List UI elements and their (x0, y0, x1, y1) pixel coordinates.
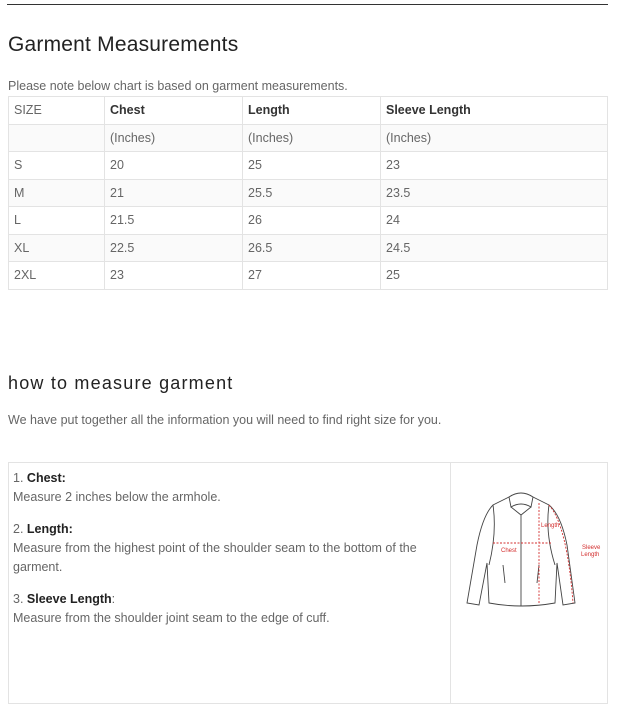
instruction-label: Length: (26, 522, 73, 536)
header-length: Length (243, 97, 381, 125)
chart-note: Please note below chart is based on garment measurements. (8, 79, 348, 93)
header-chest: Chest (105, 97, 243, 125)
size-cell: XL (9, 234, 105, 262)
size-cell: S (9, 152, 105, 180)
table-row (9, 234, 608, 262)
length-cell: 25 (243, 152, 381, 180)
unit-cell: (Inches) (243, 124, 381, 152)
instruction-length (13, 520, 443, 577)
instruction-text: Measure from the shoulder joint seam to the edge of cuff. (13, 611, 330, 625)
table-header-row (9, 97, 608, 125)
table-row (9, 152, 608, 180)
chest-cell: 21.5 (105, 207, 243, 235)
size-cell: M (9, 179, 105, 207)
chest-cell: 22.5 (105, 234, 243, 262)
length-cell: 26.5 (243, 234, 381, 262)
units-row (9, 124, 608, 152)
top-divider (7, 4, 608, 5)
chest-cell: 20 (105, 152, 243, 180)
size-cell: 2XL (9, 262, 105, 290)
table-row (9, 179, 608, 207)
size-chart-table (8, 96, 608, 290)
instruction-text: Measure from the highest point of the shoulder seam to the bottom of the garment. (13, 541, 417, 574)
sleeve-cell: 24.5 (381, 234, 608, 262)
instruction-label: Chest: (26, 471, 66, 485)
length-cell: 25.5 (243, 179, 381, 207)
length-cell: 27 (243, 262, 381, 290)
chest-label: Chest (501, 548, 517, 554)
jacket-diagram (459, 485, 605, 615)
instruction-number: 3. (13, 592, 24, 606)
header-sleeve-length: Sleeve Length (381, 97, 608, 125)
unit-cell: (Inches) (105, 124, 243, 152)
table-row (9, 207, 608, 235)
unit-cell: (Inches) (381, 124, 608, 152)
instruction-text: Measure 2 inches below the armhole. (13, 490, 221, 504)
page-title: Garment Measurements (8, 33, 239, 56)
size-cell: L (9, 207, 105, 235)
sleeve-cell: 24 (381, 207, 608, 235)
sleeve-label-bottom: Length (581, 552, 600, 558)
sleeve-cell: 23.5 (381, 179, 608, 207)
instruction-suffix: : (111, 592, 116, 606)
instruction-label: Sleeve Length (26, 592, 112, 606)
instruction-chest (13, 469, 443, 507)
intro-text: We have put together all the information you will need to find right size for you. (8, 413, 442, 427)
sleeve-cell: 23 (381, 152, 608, 180)
instruction-number: 1. (13, 471, 24, 485)
sleeve-cell: 25 (381, 262, 608, 290)
table-row (9, 262, 608, 290)
length-cell: 26 (243, 207, 381, 235)
sleeve-label-top: Sleeve (582, 545, 601, 551)
measure-instructions (9, 463, 451, 703)
length-label: Length (541, 523, 560, 529)
header-size: SIZE (9, 97, 105, 125)
chest-cell: 21 (105, 179, 243, 207)
instruction-sleeve-length (13, 590, 443, 628)
section-title: how to measure garment (8, 373, 234, 393)
instruction-number: 2. (13, 522, 24, 536)
measure-guide (8, 462, 608, 704)
chest-cell: 23 (105, 262, 243, 290)
unit-cell (9, 124, 105, 152)
